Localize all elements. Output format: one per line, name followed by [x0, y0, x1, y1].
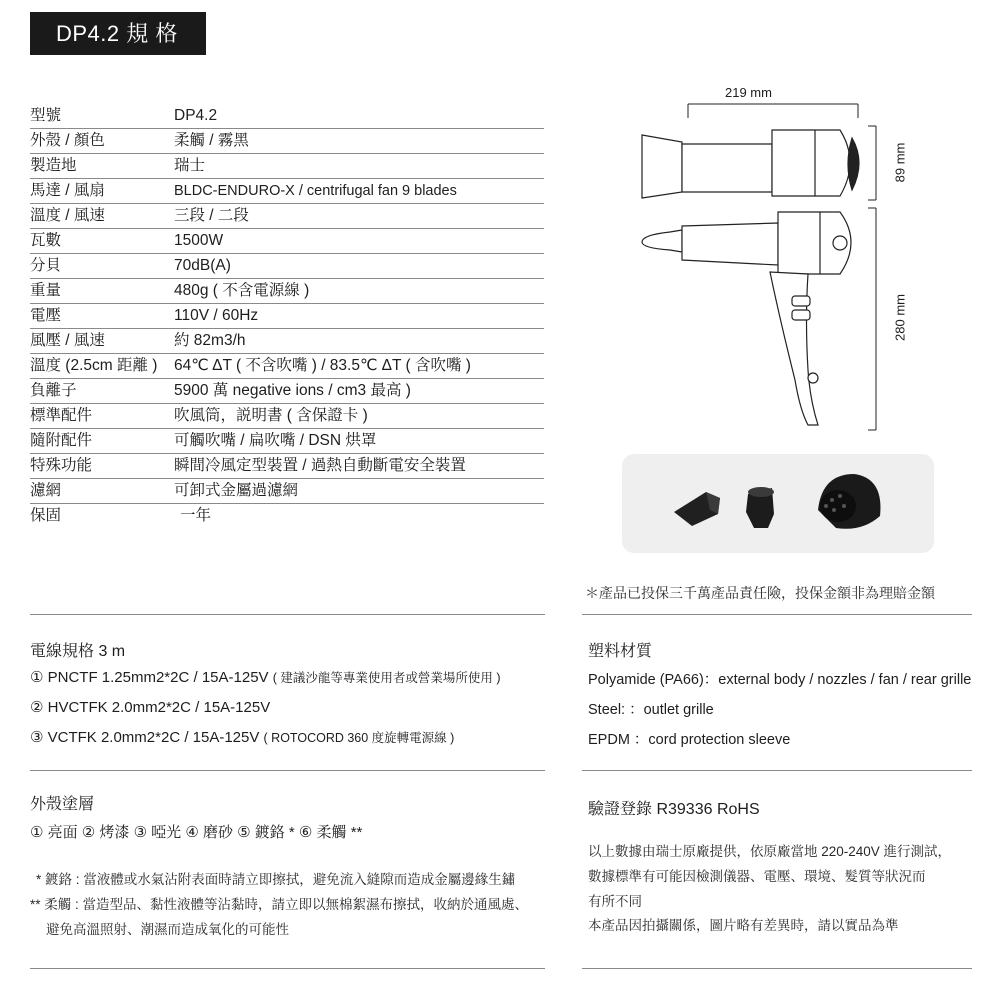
spec-value: 110V / 60Hz: [174, 307, 259, 324]
certification-note: 數據標準有可能因檢測儀器、電壓、環境、髮質等狀況而: [588, 869, 926, 884]
spec-label: 外殼 / 顏色: [30, 132, 105, 149]
dryer-side-view: [642, 212, 851, 425]
certification-note: 以上數據由瑞士原廠提供，依原廠當地 220-240V 進行測試，: [588, 844, 952, 859]
page-title: DP4.2 規 格: [30, 12, 206, 55]
spec-label: 風壓 / 風速: [30, 332, 105, 349]
spec-label: 溫度 (2.5cm 距離 ): [30, 357, 158, 374]
spec-row-warranty: [30, 504, 544, 528]
spec-row-wattage: [30, 229, 544, 254]
plastic-item: EPDM ：cord protection sleeve: [588, 732, 791, 748]
spec-label: 重量: [30, 282, 62, 299]
cable-item-main: ③ VCTFK 2.0mm2*2C / 15A-125V: [30, 729, 260, 746]
spec-label: 濾網: [30, 482, 62, 499]
spec-row-voltage: [30, 304, 544, 329]
cable-item-main: ① PNCTF 1.25mm2*2C / 15A-125V: [30, 669, 269, 686]
divider: [30, 968, 545, 969]
plastic-item: Polyamide (PA66)：external body / nozzles / fan / rear grille: [588, 672, 972, 688]
spec-row-standard-accessories: [30, 404, 544, 429]
spec-value: 約 82m3/h: [174, 332, 246, 349]
cable-item-main: ② HVCTFK 2.0mm2*2C / 15A-125V: [30, 699, 271, 716]
spec-value: 64℃ ΔT ( 不含吹嘴 ) / 83.5℃ ΔT ( 含吹嘴 ): [174, 357, 471, 374]
height-dimension-lines: [868, 126, 876, 430]
accessories-image: [622, 454, 934, 553]
accessories-illustration: [622, 454, 934, 553]
certification-note: 有所不同: [588, 894, 642, 909]
spec-label: 保固: [30, 507, 62, 524]
spec-row-temp-speed: [30, 204, 544, 229]
spec-label: 分貝: [30, 257, 62, 274]
spec-value: DP4.2: [174, 107, 218, 124]
spec-label: 電壓: [30, 307, 62, 324]
divider: [30, 614, 545, 615]
spec-row-motor: [30, 179, 544, 204]
width-dimension-line: [688, 104, 858, 118]
cable-item: [30, 698, 270, 716]
spec-value: BLDC-ENDURO-X / centrifugal fan 9 blades: [174, 183, 457, 199]
spec-label: 負離子: [30, 382, 77, 399]
spec-label: 瓦數: [30, 232, 62, 249]
spec-row-temperature: [30, 354, 544, 379]
spec-row-decibel: [30, 254, 544, 279]
cable-item: [30, 668, 501, 686]
cable-item: [30, 728, 454, 746]
spec-value: 瞬間冷風定型裝置 / 過熱自動斷電安全裝置: [174, 457, 466, 474]
spec-table: [30, 104, 544, 528]
divider: [582, 614, 972, 615]
cable-item-note: ( ROTOCORD 360 度旋轉電源線 ): [263, 731, 455, 745]
divider: [582, 968, 972, 969]
spec-value: 一年: [180, 507, 212, 524]
spec-value: 柔觸 / 霧黑: [174, 132, 249, 149]
certification-note: 本產品因拍攝關係，圖片略有差異時，請以實品為準: [588, 918, 899, 933]
spec-row-included-accessories: [30, 429, 544, 454]
spec-value: 70dB(A): [174, 257, 231, 274]
coating-note: ** 柔觸 : 當造型品、黏性液體等沾黏時，請立即以無棉絮濕布擦拭，收納於通風處、: [30, 897, 529, 912]
spec-value: 三段 / 二段: [174, 207, 249, 224]
coating-options: ① 亮面 ② 烤漆 ③ 啞光 ④ 磨砂 ⑤ 鍍鉻 * ⑥ 柔觸 **: [30, 824, 363, 841]
spec-label: 製造地: [30, 157, 77, 174]
spec-value: 吹風筒，説明書 ( 含保證卡 ): [174, 407, 368, 424]
dryer-top-view: [642, 130, 859, 198]
plastic-section-title: 塑料材質: [588, 643, 653, 660]
spec-label: 馬達 / 風扇: [30, 182, 105, 199]
diffuser-icon: [818, 474, 880, 529]
spec-label: 溫度 / 風速: [30, 207, 105, 224]
spec-value: 可卸式金屬過濾網: [174, 482, 299, 499]
spec-row-origin: [30, 154, 544, 179]
spec-label: 特殊功能: [30, 457, 93, 474]
divider: [30, 770, 545, 771]
spec-row-model: [30, 104, 544, 129]
spec-value: 瑞士: [174, 157, 206, 174]
height-side-dimension-label: 280 mm: [892, 294, 908, 341]
coating-note: * 鍍鉻 : 當液體或水氣沾附表面時請立即擦拭，避免流入縫隙而造成金屬邊緣生鏽: [36, 872, 516, 887]
width-dimension-label: 219 mm: [725, 85, 772, 100]
spec-row-filter: [30, 479, 544, 504]
coating-note: 避免高溫照射、潮濕而造成氧化的可能性: [46, 922, 289, 937]
insurance-note: ＊產品已投保三千萬產品責任險，投保金額非為理賠金額: [585, 585, 935, 601]
cable-section-title: 電線規格 3 m: [30, 643, 126, 660]
certification-title: 驗證登錄 R39336 RoHS: [588, 801, 760, 818]
spec-row-color: [30, 129, 544, 154]
plastic-item: Steel: ：outlet grille: [588, 702, 714, 718]
flat-nozzle-icon: [746, 487, 774, 528]
cable-item-note: ( 建議沙龍等專業使用者或營業場所使用 ): [272, 671, 501, 685]
spec-row-airflow: [30, 329, 544, 354]
hair-dryer-diagram: [630, 80, 920, 440]
divider: [582, 770, 972, 771]
spec-row-weight: [30, 279, 544, 304]
concentrator-nozzle-icon: [674, 492, 720, 526]
spec-row-ions: [30, 379, 544, 404]
spec-value: 可觸吹嘴 / 扁吹嘴 / DSN 烘罩: [174, 432, 377, 449]
spec-row-special-features: [30, 454, 544, 479]
spec-value: 480g ( 不含電源線 ): [174, 282, 310, 299]
spec-value: 5900 萬 negative ions / cm3 最高 ): [174, 382, 411, 399]
spec-label: 隨附配件: [30, 432, 93, 449]
spec-label: 型號: [30, 107, 62, 124]
spec-value: 1500W: [174, 232, 224, 249]
height-top-dimension-label: 89 mm: [892, 142, 908, 183]
coating-section-title: 外殼塗層: [30, 796, 95, 813]
spec-label: 標準配件: [30, 407, 93, 424]
